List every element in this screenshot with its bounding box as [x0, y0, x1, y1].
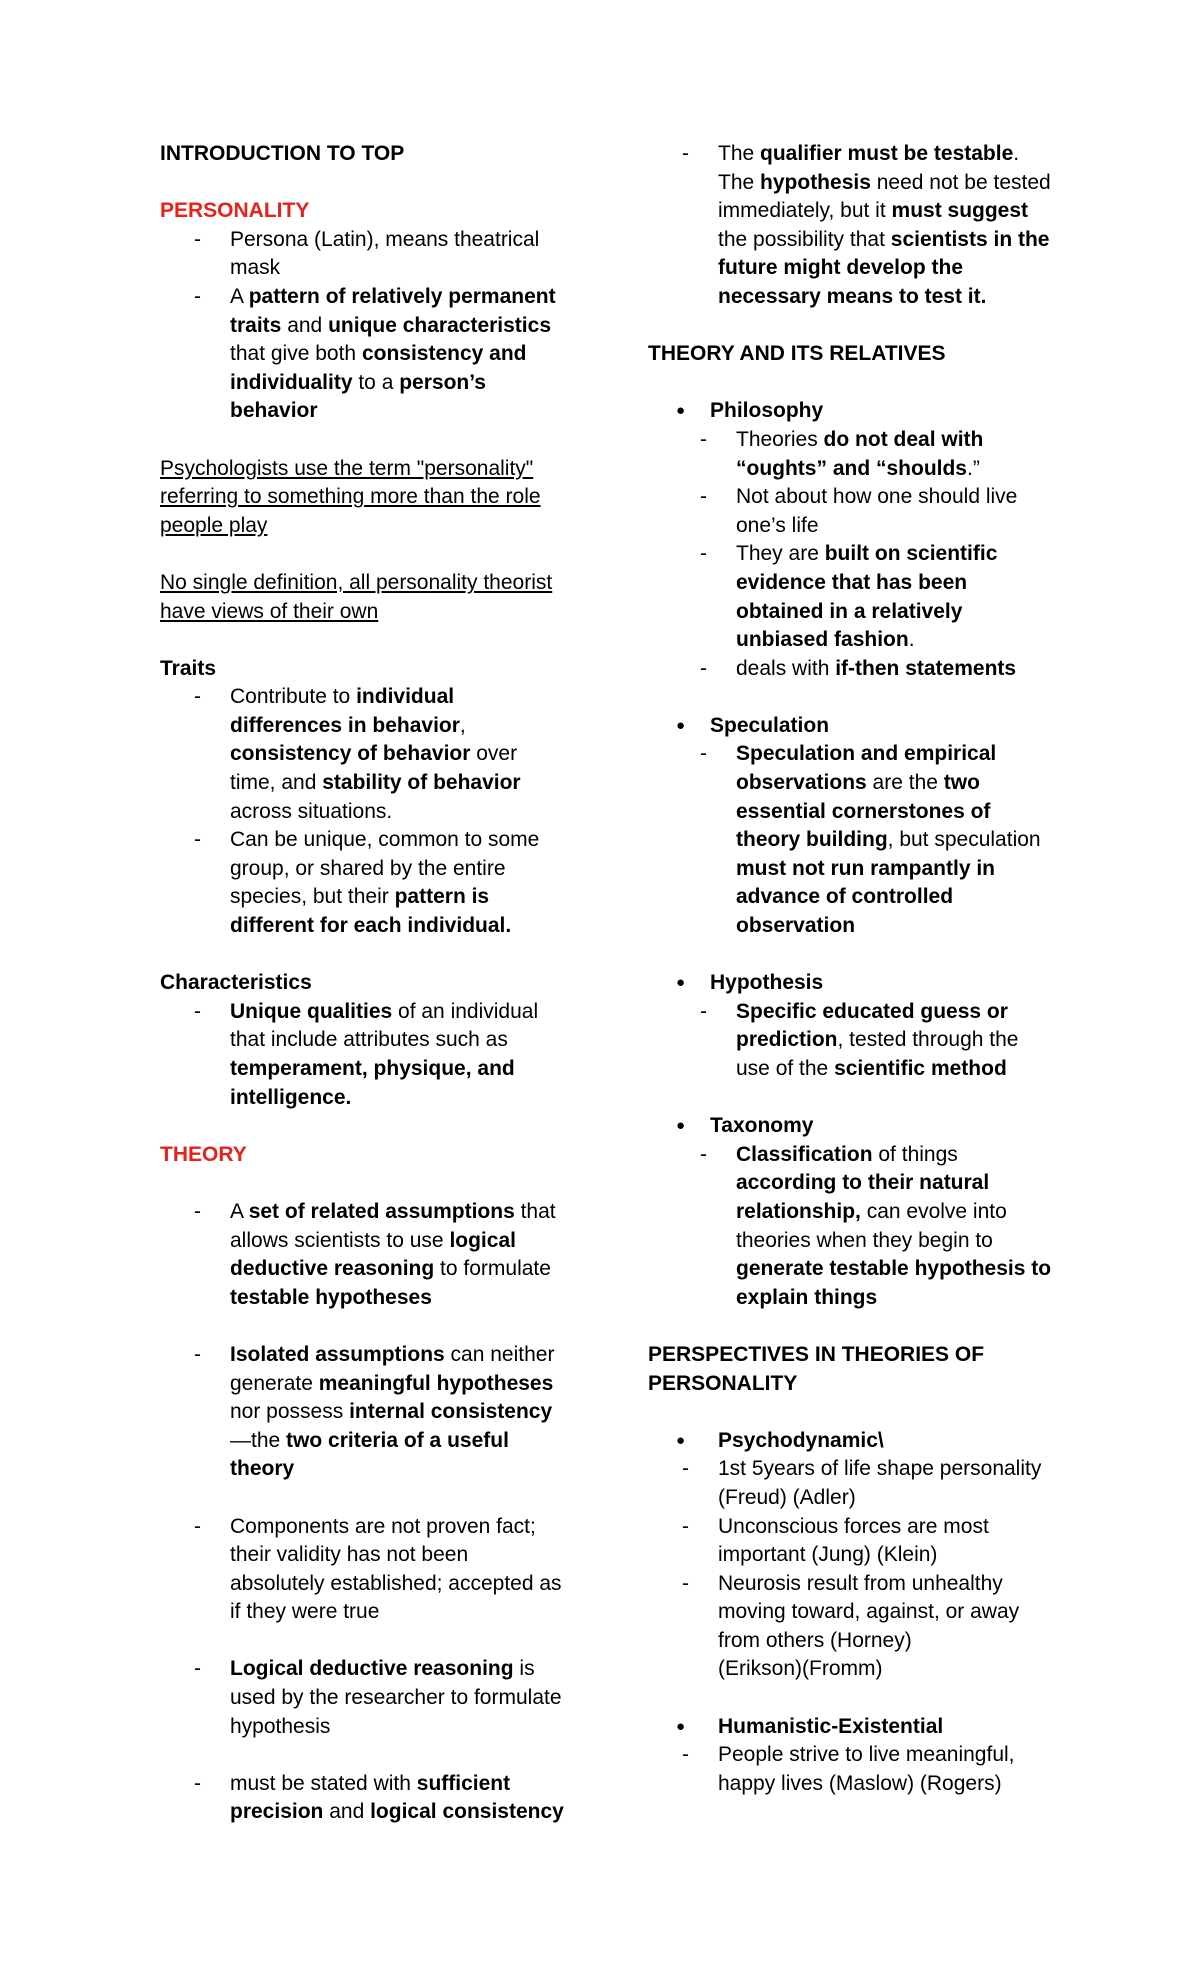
- bold-run: theory building: [736, 828, 888, 852]
- dash-list-item: [648, 1513, 1068, 1570]
- bold-run: consistency and: [361, 342, 527, 366]
- bold-run: stability of behavior: [322, 771, 521, 795]
- text-run: .: [908, 628, 915, 652]
- dash-list-item: [648, 1455, 1068, 1512]
- bold-run: explain things: [736, 1285, 878, 1309]
- bold-run: according to their natural: [736, 1171, 990, 1195]
- bold-run: theory: [230, 1457, 295, 1481]
- text-line: [718, 254, 1068, 283]
- bullet-marker: ●: [676, 716, 686, 734]
- blank-line: [160, 1312, 580, 1341]
- dash-marker: -: [700, 542, 707, 566]
- bold-run: consistency of behavior: [230, 742, 471, 766]
- bold-run: obtained in a relatively: [736, 599, 963, 623]
- text-line: [736, 512, 1068, 541]
- blank-line: [160, 626, 580, 655]
- bullet-item: [648, 397, 1068, 426]
- text-line: [230, 369, 580, 398]
- dash-list-item: [648, 1141, 1068, 1313]
- text-run: A: [230, 1199, 249, 1223]
- bold-run: Logical deductive reasoning: [230, 1657, 514, 1681]
- blank-line: [160, 1741, 580, 1770]
- text-line: [736, 1055, 1068, 1084]
- text-run: , but speculation: [887, 828, 1041, 852]
- bold-run: internal consistency: [349, 1400, 553, 1424]
- text-line: [230, 1198, 580, 1227]
- dash-marker: -: [700, 742, 707, 766]
- dash-list-item: [648, 1741, 1068, 1798]
- bullet-label: Philosophy: [710, 399, 824, 423]
- text-run: to a: [352, 370, 400, 394]
- bold-run: Specific educated guess or: [736, 999, 1008, 1023]
- text-line: [718, 226, 1068, 255]
- text-run: one’s life: [736, 513, 819, 537]
- dash-marker: -: [700, 427, 707, 451]
- section-heading: PERSONALITY: [648, 1371, 798, 1395]
- bullet-label: Taxonomy: [710, 1114, 814, 1138]
- dash-marker: -: [194, 828, 201, 852]
- blank-line: [648, 369, 1068, 398]
- bold-run: prediction: [736, 1028, 838, 1052]
- text-line: [230, 683, 580, 712]
- left-column: [160, 140, 580, 1827]
- dash-marker: -: [682, 1743, 689, 1767]
- text-line: [230, 998, 580, 1027]
- bold-run: temperament, physique, and: [230, 1057, 515, 1080]
- text-line: [230, 226, 580, 255]
- text-run: from others (Horney): [718, 1628, 912, 1652]
- text-run: species, but their: [230, 885, 395, 909]
- text-line: [736, 769, 1068, 798]
- section-heading-accent: THEORY: [160, 1142, 247, 1166]
- bullet-item: [648, 969, 1068, 998]
- blank-line: [648, 941, 1068, 970]
- text-run: hypothesis: [230, 1714, 331, 1738]
- bullet-label: Speculation: [710, 713, 830, 737]
- dash-marker: -: [682, 142, 689, 165]
- text-run: and: [323, 1800, 371, 1824]
- text-run: (Freud) (Adler): [718, 1485, 856, 1509]
- dash-list-item: [160, 826, 580, 940]
- dash-list-item: [160, 226, 580, 283]
- bold-run: logical: [449, 1228, 516, 1252]
- text-run: must be stated with: [230, 1771, 417, 1795]
- section-heading-accent: PERSONALITY: [160, 199, 310, 223]
- dash-list-item: [648, 1570, 1068, 1684]
- dash-marker: -: [700, 1142, 707, 1166]
- dash-list-item: [648, 483, 1068, 540]
- text-run: Persona (Latin), means theatrical: [230, 227, 540, 251]
- blank-line: [648, 312, 1068, 341]
- text-line: [230, 855, 580, 884]
- bullet-item: [648, 712, 1068, 741]
- text-run: absolutely established; accepted as: [230, 1571, 562, 1595]
- note-paragraph: [160, 455, 580, 541]
- dash-list-item: [160, 1513, 580, 1627]
- bold-run: sufficient: [416, 1771, 511, 1795]
- dash-list-item: [648, 998, 1068, 1084]
- text-line: [230, 1370, 580, 1399]
- bold-run: qualifier must be testable: [760, 142, 1014, 165]
- bullet-marker: ●: [676, 1717, 686, 1735]
- text-line: [736, 798, 1068, 827]
- blank-line: [160, 169, 580, 198]
- bold-run: evidence that has been: [736, 570, 968, 594]
- text-run: mask: [230, 256, 281, 280]
- bold-run: testable hypotheses: [230, 1285, 432, 1309]
- text-line: [230, 1713, 580, 1742]
- text-run: if they were true: [230, 1600, 380, 1624]
- text-run: their validity has not been: [230, 1543, 469, 1567]
- text-line: [736, 655, 1068, 684]
- text-run: A: [230, 284, 249, 308]
- text-line: [718, 1598, 1068, 1627]
- bold-run: individual: [356, 685, 455, 709]
- bold-run: Isolated assumptions: [230, 1342, 445, 1366]
- dash-marker: -: [194, 1514, 201, 1538]
- bold-run: pattern of relatively permanent: [248, 284, 556, 308]
- bold-run: person’s: [399, 370, 486, 394]
- text-run: are the: [866, 771, 944, 795]
- bold-run: Classification: [736, 1142, 873, 1166]
- dash-list-item: [648, 740, 1068, 940]
- text-run: People strive to live meaningful,: [718, 1743, 1015, 1767]
- bold-run: differences in behavior: [230, 713, 460, 737]
- bold-run: observations: [736, 771, 867, 795]
- text-line: [230, 1227, 580, 1256]
- text-run: group, or shared by the entire: [230, 856, 506, 880]
- bullet-label: Psychodynamic\: [718, 1428, 884, 1452]
- text-line: [230, 712, 580, 741]
- bullet-marker: ●: [676, 1431, 686, 1449]
- text-run: happy lives (Maslow) (Rogers): [718, 1771, 1002, 1795]
- text-line: [736, 598, 1068, 627]
- bold-run: relationship,: [736, 1199, 861, 1223]
- bold-run: unique characteristics: [328, 313, 551, 337]
- text-line: [230, 1284, 580, 1313]
- text-line: [736, 483, 1068, 512]
- text-line: [736, 1284, 1068, 1313]
- dash-marker: -: [700, 485, 707, 509]
- bullet-label: Humanistic-Existential: [718, 1714, 944, 1738]
- text-run: The: [718, 142, 761, 165]
- bold-run: built on scientific: [824, 542, 998, 566]
- dash-marker: -: [194, 685, 201, 709]
- dash-list-item: [160, 1655, 580, 1741]
- text-line: [230, 1255, 580, 1284]
- text-line: [230, 798, 580, 827]
- dash-marker: -: [194, 284, 201, 308]
- text-line: [230, 1026, 580, 1055]
- text-run: 1st 5years of life shape personality: [718, 1457, 1042, 1481]
- text-line: [230, 340, 580, 369]
- bold-run: necessary means to test it.: [718, 284, 987, 308]
- bold-run: if-then statements: [835, 656, 1017, 680]
- dash-marker: -: [194, 1771, 201, 1795]
- text-line: [736, 855, 1068, 884]
- blank-line: [160, 941, 580, 970]
- blank-line: [160, 1627, 580, 1656]
- bold-run: “oughts” and “shoulds: [736, 456, 967, 480]
- text-line: [230, 1084, 580, 1113]
- dash-marker: -: [194, 1342, 201, 1366]
- text-run: important (Jung) (Klein): [718, 1543, 938, 1567]
- blank-line: [648, 1312, 1068, 1341]
- text-line: [230, 1398, 580, 1427]
- blank-line: [160, 1112, 580, 1141]
- text-line: No single definition, all personality theorist: [160, 570, 553, 594]
- text-run: Theories: [736, 427, 824, 451]
- text-line: people play: [160, 513, 268, 537]
- text-line: [736, 1255, 1068, 1284]
- text-run: across situations.: [230, 799, 393, 823]
- text-line: [230, 1341, 580, 1370]
- blank-line: [648, 1684, 1068, 1713]
- text-line: [230, 1570, 580, 1599]
- text-line: [230, 1655, 580, 1684]
- text-line: [736, 455, 1068, 484]
- text-line: [736, 626, 1068, 655]
- bullet-item: [648, 1112, 1068, 1141]
- text-line: [230, 1455, 580, 1484]
- dash-list-item: [160, 683, 580, 826]
- text-line: [230, 397, 580, 426]
- text-run: and: [281, 313, 329, 337]
- text-run: Can be unique, common to some: [230, 828, 540, 852]
- blank-line: [160, 1484, 580, 1513]
- text-run: use of the: [736, 1057, 835, 1080]
- bold-run: deductive reasoning: [230, 1257, 435, 1281]
- text-line: have views of their own: [160, 599, 379, 623]
- text-line: [736, 426, 1068, 455]
- text-line: [230, 254, 580, 283]
- dash-marker: -: [682, 1457, 689, 1481]
- text-line: [230, 826, 580, 855]
- text-line: [230, 883, 580, 912]
- text-line: [230, 769, 580, 798]
- text-run: can evolve into: [860, 1199, 1007, 1223]
- text-line: [736, 826, 1068, 855]
- dash-list-item: [648, 655, 1068, 684]
- text-run: —the: [230, 1428, 287, 1452]
- text-run: They are: [736, 542, 825, 566]
- text-line: [736, 1169, 1068, 1198]
- text-run: over: [470, 742, 518, 766]
- dash-list-item: [160, 283, 580, 426]
- text-line: [718, 1484, 1068, 1513]
- bold-run: hypothesis: [760, 170, 871, 194]
- text-line: [718, 1770, 1068, 1799]
- bold-run: meaningful hypotheses: [318, 1371, 554, 1395]
- blank-line: [160, 540, 580, 569]
- text-line: [736, 1026, 1068, 1055]
- bullet-marker: ●: [676, 402, 686, 420]
- bold-run: scientists in the: [890, 227, 1050, 251]
- text-line: [230, 1513, 580, 1542]
- text-line: Psychologists use the term "personality": [160, 456, 534, 480]
- bullet-label: Hypothesis: [710, 971, 824, 995]
- text-run: Components are not proven fact;: [230, 1514, 536, 1538]
- blank-line: [648, 683, 1068, 712]
- bold-run: generate testable hypothesis to: [736, 1257, 1052, 1281]
- dash-marker: -: [700, 656, 707, 680]
- dash-list-item: [160, 1341, 580, 1484]
- text-run: nor possess: [230, 1400, 350, 1424]
- text-line: [230, 1541, 580, 1570]
- bold-run: future might develop the: [718, 256, 964, 280]
- text-run: , tested through the: [837, 1028, 1019, 1052]
- text-line: [736, 1227, 1068, 1256]
- bold-run: must suggest: [891, 199, 1029, 223]
- text-run: is: [513, 1657, 535, 1681]
- bold-run: logical consistency: [370, 1800, 564, 1824]
- section-heading: PERSPECTIVES IN THEORIES OF: [648, 1342, 985, 1366]
- dash-list-item: [648, 426, 1068, 483]
- text-line: [718, 140, 1068, 169]
- bold-run: traits: [230, 313, 282, 337]
- bullet-item: [648, 1713, 1068, 1742]
- dash-marker: -: [194, 1657, 201, 1681]
- text-line: [718, 169, 1068, 198]
- text-line: [718, 283, 1068, 312]
- text-run: need not be tested: [870, 170, 1051, 194]
- text-line: referring to something more than the role: [160, 485, 541, 509]
- text-run: moving toward, against, or away: [718, 1600, 1020, 1624]
- bold-run: two: [943, 771, 980, 795]
- text-run: that include attributes such as: [230, 1028, 508, 1052]
- text-line: [718, 1541, 1068, 1570]
- dash-marker: -: [194, 999, 201, 1023]
- text-line: [230, 1427, 580, 1456]
- bold-run: pattern is: [394, 885, 490, 909]
- text-line: [718, 1655, 1068, 1684]
- bold-run: different for each individual.: [230, 914, 512, 938]
- dash-list-item: [648, 140, 1068, 312]
- text-run: deals with: [736, 656, 836, 680]
- bold-run: precision: [230, 1800, 324, 1824]
- text-line: [230, 1684, 580, 1713]
- text-line: [230, 1798, 580, 1827]
- bold-run: unbiased fashion: [736, 628, 909, 652]
- bullet-marker: ●: [676, 1117, 686, 1135]
- text-run: ,: [459, 713, 466, 737]
- text-run: Neurosis result from unhealthy: [718, 1571, 1003, 1595]
- text-run: generate: [230, 1371, 319, 1395]
- text-line: [736, 998, 1068, 1027]
- dash-list-item: [648, 540, 1068, 654]
- text-line: [736, 883, 1068, 912]
- text-run: The: [718, 170, 761, 194]
- bold-run: Unique qualities: [230, 999, 393, 1023]
- section-heading: INTRODUCTION TO TOP: [160, 142, 405, 165]
- text-line: [230, 740, 580, 769]
- text-line: [736, 569, 1068, 598]
- text-run: Contribute to: [230, 685, 357, 709]
- dash-marker: -: [194, 227, 201, 251]
- text-line: [736, 540, 1068, 569]
- text-line: [736, 1141, 1068, 1170]
- bold-run: behavior: [230, 399, 318, 423]
- section-heading: Traits: [160, 656, 217, 680]
- text-line: [718, 1570, 1068, 1599]
- dash-list-item: [160, 1198, 580, 1312]
- text-run: .: [1013, 142, 1020, 165]
- dash-marker: -: [194, 1199, 201, 1223]
- text-line: [230, 283, 580, 312]
- bold-run: must not run rampantly in: [736, 856, 996, 880]
- text-run: Unconscious forces are most: [718, 1514, 989, 1538]
- bold-run: two criteria of a useful: [286, 1428, 509, 1452]
- text-line: [230, 912, 580, 941]
- text-line: [718, 197, 1068, 226]
- text-run: that: [514, 1199, 556, 1223]
- text-run: theories when they begin to: [736, 1228, 993, 1252]
- bold-run: individuality: [230, 370, 353, 394]
- text-run: can neither: [444, 1342, 555, 1366]
- blank-line: [160, 426, 580, 455]
- text-line: [230, 1055, 580, 1084]
- text-line: [230, 312, 580, 341]
- dash-list-item: [160, 1770, 580, 1827]
- note-paragraph: [160, 569, 580, 626]
- text-run: Not about how one should live: [736, 485, 1018, 509]
- bold-run: do not deal with: [823, 427, 984, 451]
- dash-marker: -: [682, 1571, 689, 1595]
- section-heading: THEORY AND ITS RELATIVES: [648, 342, 946, 366]
- text-run: time, and: [230, 771, 323, 795]
- bold-run: scientific method: [834, 1057, 1007, 1080]
- text-run: immediately, but it: [718, 199, 892, 223]
- bold-run: observation: [736, 914, 856, 938]
- blank-line: [160, 1169, 580, 1198]
- blank-line: [648, 1084, 1068, 1113]
- bullet-marker: ●: [676, 974, 686, 992]
- dash-marker: -: [700, 999, 707, 1023]
- dash-marker: -: [682, 1514, 689, 1538]
- text-run: of an individual: [392, 999, 539, 1023]
- dash-list-item: [160, 998, 580, 1112]
- text-run: that give both: [230, 342, 362, 366]
- bold-run: advance of controlled: [736, 885, 954, 909]
- right-column: [648, 140, 1068, 1798]
- text-line: [718, 1741, 1068, 1770]
- text-run: to formulate: [434, 1257, 551, 1281]
- blank-line: [648, 1398, 1068, 1427]
- bullet-item: [648, 1427, 1068, 1456]
- text-line: [230, 1770, 580, 1799]
- bold-run: set of related assumptions: [248, 1199, 515, 1223]
- text-run: the possibility that: [718, 227, 891, 251]
- bold-run: Speculation and empirical: [736, 742, 997, 766]
- text-run: of things: [872, 1142, 958, 1166]
- text-run: used by the researcher to formulate: [230, 1686, 562, 1710]
- text-line: [718, 1627, 1068, 1656]
- text-line: [736, 912, 1068, 941]
- text-line: [736, 740, 1068, 769]
- bold-run: intelligence.: [230, 1085, 352, 1109]
- text-run: allows scientists to use: [230, 1228, 450, 1252]
- bold-run: essential cornerstones of: [736, 799, 991, 823]
- text-run: (Erikson)(Fromm): [718, 1657, 883, 1681]
- text-line: [230, 1598, 580, 1627]
- text-line: [736, 1198, 1068, 1227]
- text-run: .”: [967, 456, 980, 480]
- text-line: [718, 1513, 1068, 1542]
- text-line: [718, 1455, 1068, 1484]
- section-heading: Characteristics: [160, 971, 312, 995]
